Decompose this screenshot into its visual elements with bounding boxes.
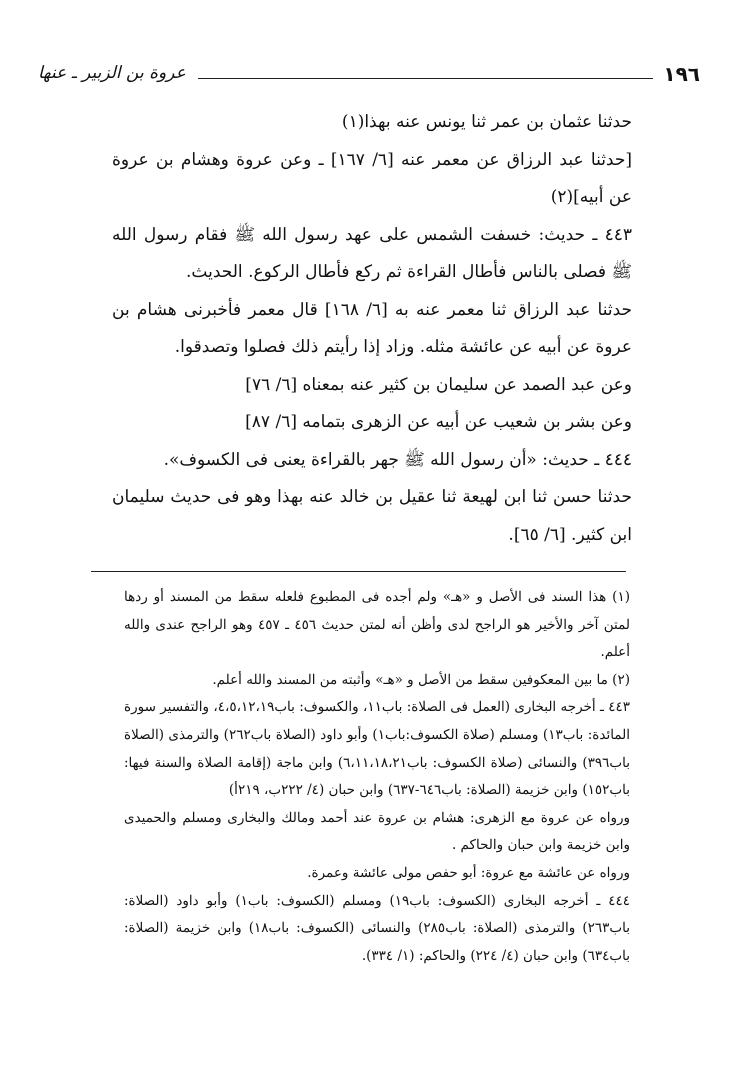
takhrij-443: ٤٤٣ ـ أخرجه البخارى (العمل فى الصلاة: باب١١، والكسوف: باب٤،٥،١٢،١٩، والتفسير سورة المائدة: باب١٣) ومسلم (صلاة الكسوف:باب١) وأبو داود (الصلاة باب٢٦٢) والترمذى (الصلاة باب٣٩٦) والنسائى (صلاة الكسوف: باب٦،١١،١٨،٢١) وابن ماجة (إقامة الصلاة والسنة فيها: باب١٥٢) وابن خزيمة (الصلاة: باب٦٤٦-٦٣٧) وابن حبان (٤/ ٢٢٢ب، ٢١٩أ): [124, 699, 631, 799]
page-number: ١٩٦: [663, 62, 700, 86]
footnote: ورواه عن عائشة مع عروة: أبو حفص مولى عائشة وعمرة.: [307, 864, 630, 881]
main-paragraph: حدثنا حسن ثنا ابن لهيعة ثنا عقيل بن خالد عنه بهذا وهو فى حديث سليمان ابن كثير. [٦/ ٦٥].: [112, 487, 632, 545]
main-paragraph: [حدثنا عبد الرزاق عن معمر عنه [٦/ ١٦٧] ـ وعن عروة وهشام بن عروة عن أبيه](٢): [112, 149, 632, 207]
footnote: (١) هذا السند فى الأصل و «هـ» ولم أجده فى المطبوع فلعله سقط من المسند أو ردها لمتن آخر والأخير هو الراجح لدى وأظن أنه لمتن حديث ٤٥٦ ـ ٤٥٧ وهو الراجح عندى والله أعلم.: [124, 589, 630, 661]
hadith-444: ٤٤٤ ـ حديث: «أن رسول الله ﷺ جهر بالقراءة يعنى فى الكسوف».: [163, 449, 632, 470]
chapter-title: عروة بن الزبير ـ عنها: [38, 63, 186, 83]
main-paragraph: وعن بشر بن شعيب عن أبيه عن الزهرى بتمامه [٦/ ٨٧]: [245, 412, 632, 432]
header-rule: [198, 78, 654, 79]
main-paragraph: حدثنا عبد الرزاق ثنا معمر عنه به [٦/ ١٦٨] قال معمر فأخبرنى هشام بن عروة عن أبيه عن عائشة مثله. وزاد إذا رأيتم ذلك فصلوا وتصدقوا.: [112, 299, 632, 357]
running-header: [28, 55, 712, 89]
footnote: ورواه عن عروة مع الزهرى: هشام بن عروة عند أحمد ومالك والبخارى ومسلم والحميدى وابن خزيمة وابن حبان والحاكم .: [124, 809, 630, 854]
main-paragraph: وعن عبد الصمد عن سليمان بن كثير عنه بمعناه [٦/ ٧٦]: [245, 374, 632, 395]
takhrij-444: ٤٤٤ ـ أخرجه البخارى (الكسوف: باب١٩) ومسلم (الكسوف: باب١) وأبو داود (الصلاة: باب٢٦٣) والترمذى (الصلاة: باب٢٨٥) والنسائى (الكسوف: باب١٨) وابن خزيمة (الصلاة: باب٦٣٤) وابن حبان (٤/ ٢٢٤) والحاكم: (١/ ٣٣٤).: [124, 892, 630, 964]
footnote-separator: [91, 571, 626, 572]
main-paragraph: حدثنا عثمان بن عمر ثنا يونس عنه بهذا(١): [341, 112, 632, 132]
footnote: (٢) ما بين المعكوفين سقط من الأصل و «هـ» وأثبته من المسند والله أعلم.: [212, 671, 630, 688]
footnotes: [124, 584, 630, 970]
main-text: [112, 104, 632, 554]
hadith-443: ٤٤٣ ـ حديث: خسفت الشمس على عهد رسول الله ﷺ فقام رسول الله ﷺ فصلى بالناس فأطال القراءة ثم ركع فأطال الركوع. الحديث.: [112, 224, 632, 282]
